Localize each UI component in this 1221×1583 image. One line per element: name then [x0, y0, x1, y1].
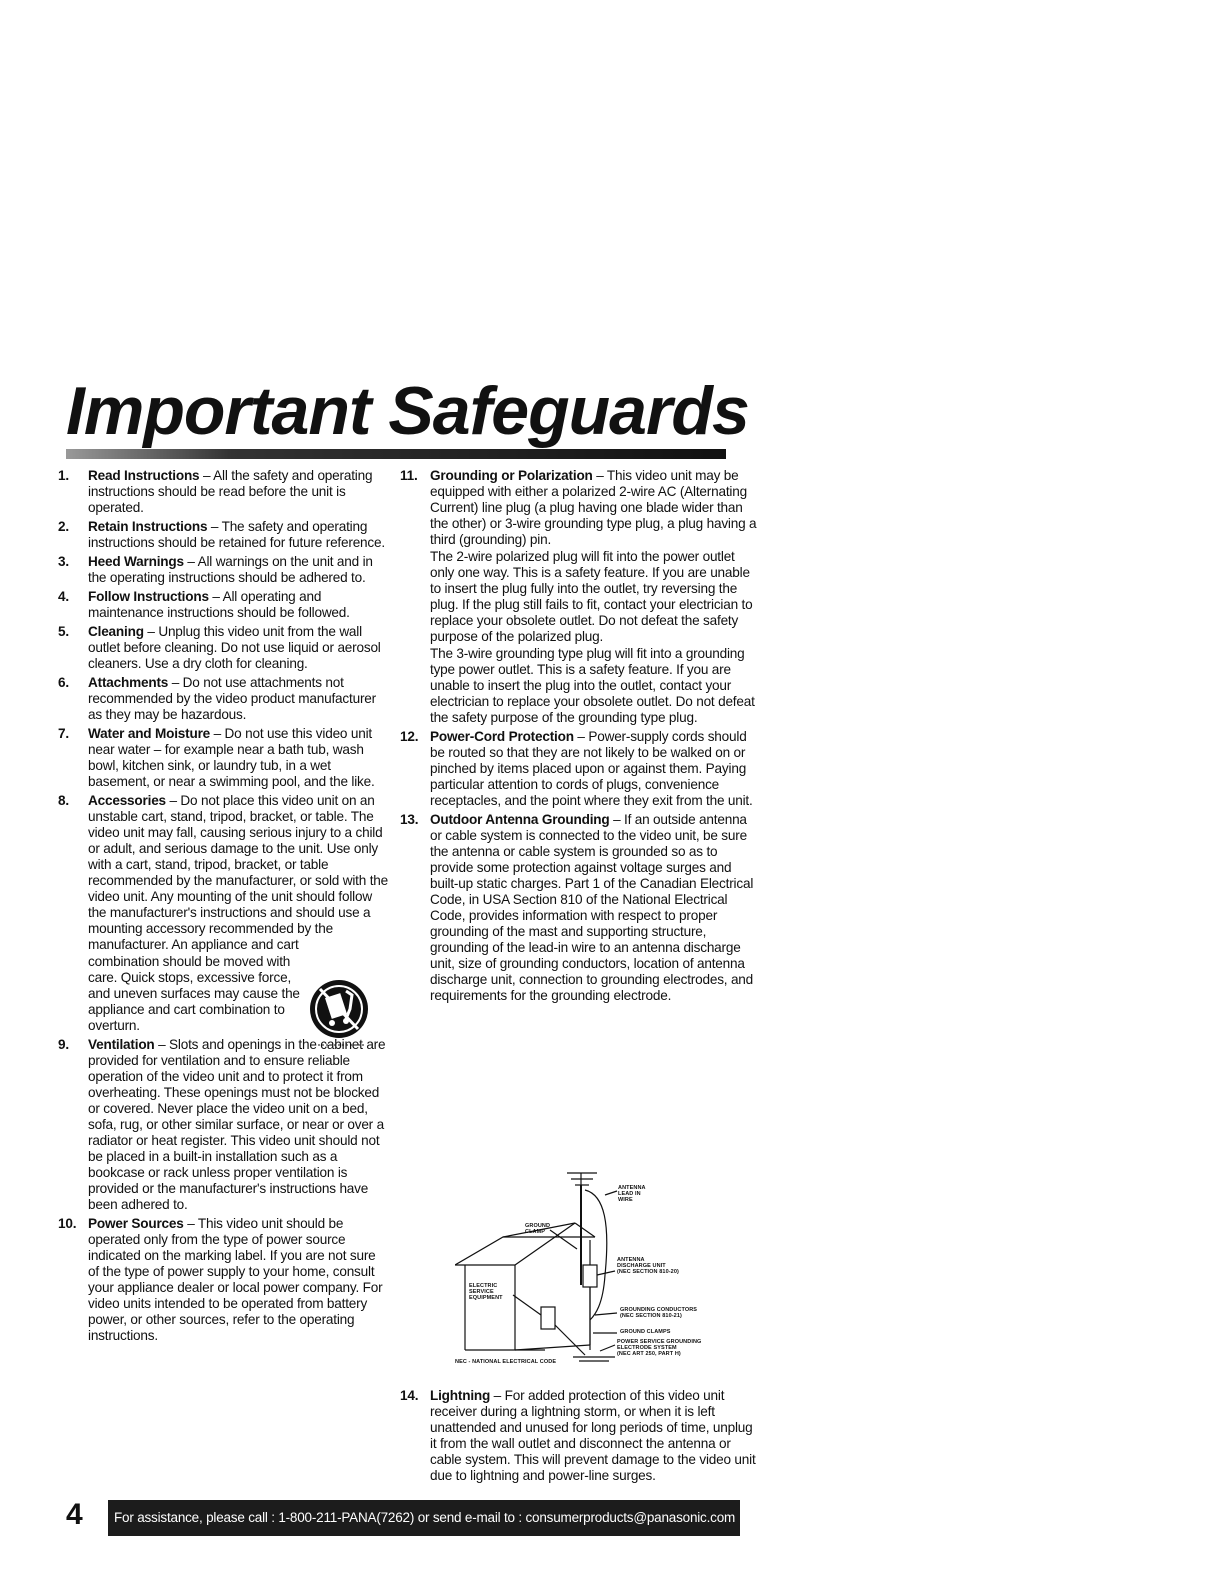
item-paragraph — [430, 1388, 762, 1484]
item-paragraph — [88, 589, 388, 621]
item-heading: Power Sources — [88, 1216, 184, 1231]
safeguard-item — [400, 1388, 762, 1484]
label-ground-clamps: GROUND CLAMPS — [620, 1329, 671, 1335]
page-number: 4 — [66, 1498, 83, 1531]
safeguard-item — [400, 468, 762, 726]
item-text: – Unplug this video unit from the wall outlet before cleaning. Do not use liquid or aerosol cleaners. Use a dry cloth for cleaning. — [88, 624, 381, 671]
item-heading: Heed Warnings — [88, 554, 184, 569]
item-text: – Do not place this video unit on an unstable cart, stand, tripod, bracket, or table. The video unit may fall, causing serious injury to a child or adult, and serious damage to the unit. Use only with a cart, stand, tripod, bracket, or table recommended by the manufacturer, or sold with the video unit. Any mounting of the unit should follow the manufacturer's instructions and should use a mounting accessory recommended by the manufacturer. An appliance and cart — [88, 793, 388, 952]
item-heading: Power-Cord Protection — [430, 729, 574, 744]
title-rule — [66, 449, 726, 459]
item-heading: Outdoor Antenna Grounding — [430, 812, 610, 827]
label-antenna-lead-in: ANTENNA LEAD IN WIRE — [618, 1185, 646, 1203]
label-electric-service: ELECTRIC SERVICE EQUIPMENT — [469, 1283, 503, 1301]
item-paragraph — [88, 675, 388, 723]
item-paragraph — [430, 729, 762, 809]
item-paragraph — [430, 646, 762, 726]
item-heading: Accessories — [88, 793, 166, 808]
safeguard-item — [58, 468, 388, 516]
safeguard-item — [58, 519, 388, 551]
item-text: – This video unit should be operated only from the type of power source indicated on the marking label. If you are not sure of the type of power supply to your home, consult your appliance dealer or local power company. For video units intended to be operated from battery power, or other sources, refer to the operating instructions. — [88, 1216, 383, 1343]
item-text: – For added protection of this video unit receiver during a lightning storm, or when it is left unattended and unused for long periods of time, unplug it from the wall outlet and disconnect the antenna or cable system. This will prevent damage to the video unit due to lightning and power-line surges. — [430, 1388, 756, 1483]
item-number: 12. — [400, 729, 419, 744]
assistance-bar: For assistance, please call : 1-800-211-PANA(7262) or send e-mail to : consumerproducts@panasonic.com — [108, 1500, 740, 1536]
item-text: – Power-supply cords should be routed so that they are not likely to be walked on or pinched by items placed upon or against them. Paying particular attention to cords of plugs, convenience receptacles, and the point where they exit from the unit. — [430, 729, 753, 808]
item-number: 10. — [58, 1216, 77, 1231]
safeguard-item — [58, 726, 388, 790]
safeguard-item — [58, 675, 388, 723]
label-nec: NEC - NATIONAL ELECTRICAL CODE — [455, 1359, 557, 1365]
item-number: 6. — [58, 675, 69, 690]
item-heading: Retain Instructions — [88, 519, 208, 534]
item-paragraph: combination should be moved with care. Quick stops, excessive force, and uneven surfaces may cause the appliance and cart combination to overturn. — [88, 954, 300, 1033]
item-text: The 2-wire polarized plug will fit into the power outlet only one way. This is a safety feature. If you are unable to insert the plug fully into the outlet, try reversing the plug. If the plug still fails to fit, contact your electrician to replace your obsolete outlet. Do not defeat the safety purpose of the polarized plug. — [430, 549, 753, 644]
item-14-block — [400, 1388, 762, 1487]
safeguard-item — [58, 624, 388, 672]
item-text: – The safety and operating instructions should be retained for future reference. — [88, 519, 385, 550]
item-heading: Grounding or Polarization — [430, 468, 593, 483]
item-paragraph — [88, 1216, 388, 1344]
item-heading: Follow Instructions — [88, 589, 209, 604]
antenna-grounding-diagram — [455, 1165, 740, 1375]
item-number: 4. — [58, 589, 69, 604]
item-heading: Lightning — [430, 1388, 491, 1403]
item-text: – All warnings on the unit and in the operating instructions should be adhered to. — [88, 554, 373, 585]
item-paragraph — [88, 793, 388, 953]
left-column — [58, 468, 388, 1347]
safeguard-item — [58, 1216, 388, 1344]
item-heading: Ventilation — [88, 1037, 155, 1052]
item-number: 2. — [58, 519, 69, 534]
item-paragraph — [430, 549, 762, 645]
item-paragraph — [88, 1037, 388, 1213]
item-number: 13. — [400, 812, 419, 827]
item-text: – All the safety and operating instructions should be read before the unit is operated. — [88, 468, 373, 515]
item-text: – Slots and openings in the cabinet are provided for ventilation and to ensure reliable operation of the video unit and to protect it from overheating. These openings must not be blocked or covered. Never place the video unit on a bed, sofa, rug, or other similar surface, or near or over a radiator or heat register. This video unit should not be placed in a built-in installation such as a bookcase or rack unless proper ventilation is provided or the manufacturer's instructions have been adhered to. — [88, 1037, 386, 1212]
item-text: – This video unit may be equipped with either a polarized 2-wire AC (Alternating Current) line plug (a plug having one blade wider than the other) or 3-wire grounding type plug, a plug having a third (grounding) pin. — [430, 468, 757, 547]
safeguard-item — [400, 812, 762, 1004]
item-number: 11. — [400, 468, 418, 483]
item-paragraph — [88, 726, 388, 790]
page-title: Important Safeguards — [66, 373, 749, 449]
item-text: – All operating and maintenance instructions should be followed. — [88, 589, 350, 620]
safeguard-item — [58, 793, 388, 1034]
item-paragraph — [88, 519, 388, 551]
item-number: 9. — [58, 1037, 69, 1052]
item-number: 7. — [58, 726, 69, 741]
safeguard-item — [400, 729, 762, 809]
item-heading: Water and Moisture — [88, 726, 211, 741]
item-paragraph — [88, 468, 388, 516]
item-paragraph — [430, 468, 762, 548]
item-number: 14. — [400, 1388, 419, 1403]
label-antenna-discharge: ANTENNA DISCHARGE UNIT (NEC SECTION 810-20) — [617, 1257, 679, 1275]
item-paragraph — [430, 812, 762, 1004]
safeguard-item — [58, 589, 388, 621]
item-paragraph — [88, 624, 388, 672]
item-heading: Attachments — [88, 675, 169, 690]
right-column — [400, 468, 762, 1007]
item-heading: Cleaning — [88, 624, 144, 639]
safeguard-item — [58, 1037, 388, 1213]
label-grounding-conductors: GROUNDING CONDUCTORS (NEC SECTION 810-21) — [620, 1307, 698, 1319]
item-number: 3. — [58, 554, 69, 569]
item-number: 5. — [58, 624, 69, 639]
item-heading: Read Instructions — [88, 468, 200, 483]
item-text: – Do not use this video unit near water – for example near a bath tub, wash bowl, kitchen sink, or laundry tub, in a wet basement, or near a swimming pool, and the like. — [88, 726, 375, 789]
label-electrode-system: POWER SERVICE GROUNDING ELECTRODE SYSTEM (NEC ART 250, PART H) — [617, 1339, 702, 1357]
item-text: The 3-wire grounding type plug will fit into a grounding type power outlet. This is a safety feature. If you are unable to insert the plug into the outlet, contact your electrician to replace your obsolete outlet. Do not defeat the safety purpose of the grounding type plug. — [430, 646, 755, 725]
item-text: – Do not use attachments not recommended by the video product manufacturer as they may be hazardous. — [88, 675, 376, 722]
label-ground-clamp: GROUND CLAMP — [525, 1223, 551, 1235]
item-number: 8. — [58, 793, 69, 808]
item-paragraph — [88, 554, 388, 586]
item-text: – If an outside antenna or cable system is connected to the video unit, be sure the antenna or cable system is grounded so as to provide some protection against voltage surges and built-up static charges. Part 1 of the Canadian Electrical Code, in USA Section 810 of the National Electrical Code, provides information with respect to proper grounding of the mast and supporting structure, grounding of the lead-in wire to an antenna discharge unit, size of grounding conductors, location of antenna discharge unit, connection to grounding electrodes, and requirements for the grounding electrode. — [430, 812, 754, 1003]
item-number: 1. — [58, 468, 69, 483]
safeguard-item — [58, 554, 388, 586]
